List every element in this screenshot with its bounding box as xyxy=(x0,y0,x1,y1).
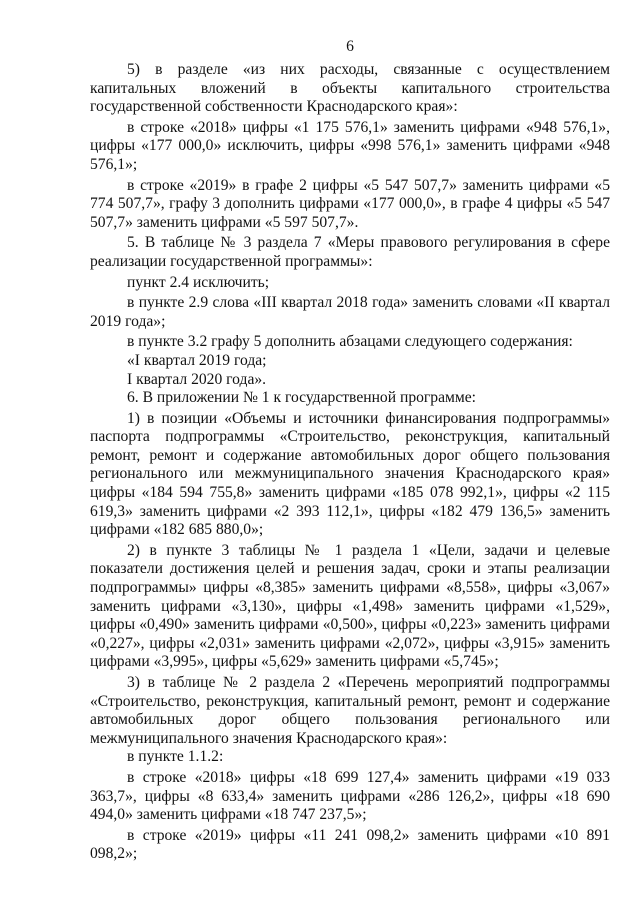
paragraph-item-6-appendix-1: 6. В приложении № 1 к государственной программе: xyxy=(127,389,477,407)
paragraph-row-2018: в строке «2018» цифры «1 175 576,1» заменить цифрами «948 576,1», цифры «177 000,0» исключить, цифры «998 576,1» заменить цифрами «948 576,1»; xyxy=(90,118,610,173)
paragraph-item-5-table-3: 5. В таблице № 3 раздела 7 «Меры правового регулирования в сфере реализации государственной программы»: xyxy=(90,234,610,270)
paragraph-sub-2-table-1: 2) в пункте 3 таблицы № 1 раздела 1 «Цели, задачи и целевые показатели достижения целей и решения задач, сроки и этапы реализации подпрограммы» цифры «8,385» заменить цифрами «8,558», цифры «3,067» заменить цифрами «3,130», цифры «1,498» заменить цифрами «1,529», цифры «0,490» заменить цифрами «0,500», цифры «0,223» заменить цифрами «0,227», цифры «2,031» заменить цифрами «2,072», цифры «3,915» заменить цифрами «3,995», цифры «5,629» заменить цифрами «5,745»; xyxy=(90,541,610,671)
paragraph-row-2019-b: в строке «2019» цифры «11 241 098,2» заменить цифрами «10 891 098,2»; xyxy=(90,826,610,863)
paragraph-point-2-9: в пункте 2.9 слова «III квартал 2018 года» заменить словами «II квартал 2019 года»; xyxy=(90,294,610,330)
paragraph-point-2-4: пункт 2.4 исключить; xyxy=(127,273,270,291)
paragraph-sub-3-table-2: 3) в таблице № 2 раздела 2 «Перечень мероприятий подпрограммы «Строительство, реконструкция, капитальный ремонт, ремонт и содержание автомобильных дорог общего пользования регионального или межмуниципального значения Краснодарского края»: xyxy=(90,674,610,747)
page-number: 6 xyxy=(346,38,354,55)
paragraph-quarter-2020: I квартал 2020 года». xyxy=(127,370,267,388)
paragraph-point-1-1-2: в пункте 1.1.2: xyxy=(127,748,224,766)
paragraph-5-section-capital: 5) в разделе «из них расходы, связанные с осуществлением капитальных вложений в объекты капитального строительства государственной собственности Краснодарского края»: xyxy=(90,61,610,116)
paragraph-quarter-2019: «I квартал 2019 года; xyxy=(127,351,267,369)
paragraph-row-2019: в строке «2019» в графе 2 цифры «5 547 507,7» заменить цифрами «5 774 507,7», графу 3 дополнить цифрами «177 000,0», в графе 4 цифры «5 547 507,7» заменить цифрами «5 597 507,7». xyxy=(90,176,610,231)
paragraph-point-3-2: в пункте 3.2 графу 5 дополнить абзацами следующего содержания: xyxy=(127,333,573,351)
paragraph-row-2018-b: в строке «2018» цифры «18 699 127,4» заменить цифрами «19 033 363,7», цифры «8 633,4» заменить цифрами «286 126,2», цифры «18 690 494,0» заменить цифрами «18 747 237,5»; xyxy=(90,768,610,824)
paragraph-sub-1-funding: 1) в позиции «Объемы и источники финансирования подпрограммы» паспорта подпрограммы «Строительство, реконструкция, капитальный ремонт, ремонт и содержание автомобильных дорог общего пользования регионального или межмуниципального значения Краснодарского края» цифры «184 594 755,8» заменить цифрами «185 078 992,1», цифры «2 115 619,3» заменить цифрами «2 393 112,1», цифры «182 479 136,5» заменить цифрами «182 685 880,0»; xyxy=(90,409,610,539)
